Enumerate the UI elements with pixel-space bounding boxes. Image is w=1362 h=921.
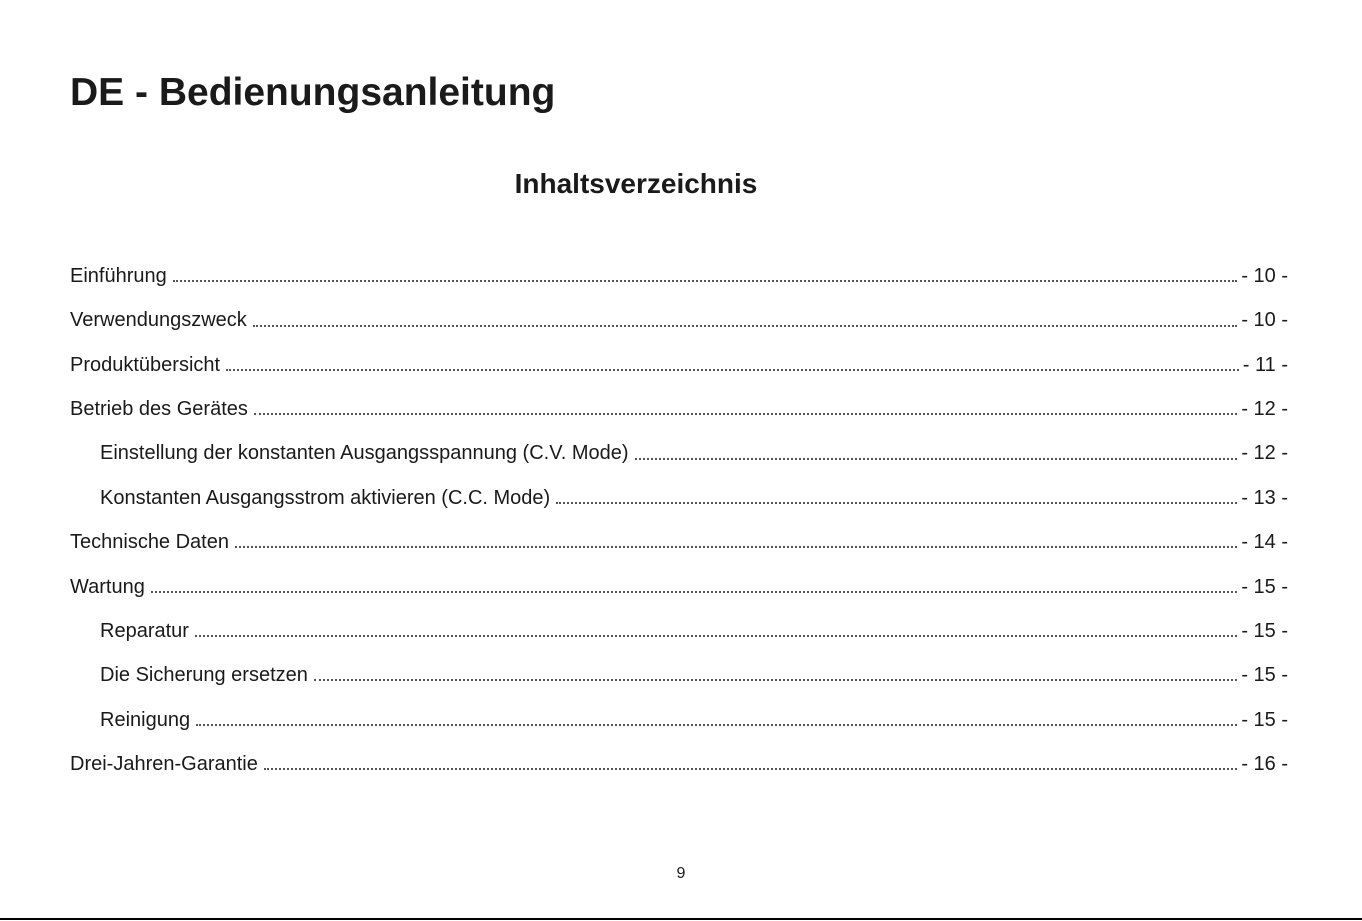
toc-entry-label: Konstanten Ausgangsstrom aktivieren (C.C. Mode) bbox=[100, 486, 551, 509]
toc-entry-verwendungszweck[interactable] bbox=[70, 298, 1288, 342]
dot-leader bbox=[195, 635, 1237, 637]
toc-entry-page: - 12 - bbox=[1241, 442, 1288, 465]
dot-leader bbox=[196, 724, 1237, 726]
toc-entry-page: - 10 - bbox=[1241, 309, 1288, 332]
toc-entry-page: - 15 - bbox=[1241, 575, 1288, 598]
toc-entry-garantie[interactable] bbox=[70, 742, 1288, 786]
toc-entry-label: Einstellung der konstanten Ausgangsspannung (C.V. Mode) bbox=[100, 442, 629, 465]
bottom-border bbox=[0, 918, 1362, 920]
toc-entry-produktuebersicht[interactable] bbox=[70, 343, 1288, 387]
toc-entry-betrieb[interactable] bbox=[70, 387, 1288, 431]
toc-entry-label: Wartung bbox=[70, 575, 145, 598]
toc-entry-sicherung[interactable] bbox=[70, 653, 1288, 697]
table-of-contents bbox=[70, 254, 1288, 786]
toc-entry-page: - 12 - bbox=[1241, 398, 1288, 421]
toc-entry-page: - 11 - bbox=[1242, 353, 1288, 376]
page-number: 9 bbox=[676, 865, 686, 882]
toc-entry-wartung[interactable] bbox=[70, 565, 1288, 609]
dot-leader bbox=[253, 325, 1238, 327]
toc-entry-page: - 14 - bbox=[1241, 531, 1288, 554]
dot-leader bbox=[635, 458, 1238, 460]
dot-leader bbox=[254, 413, 1237, 415]
toc-entry-reparatur[interactable] bbox=[70, 609, 1288, 653]
dot-leader bbox=[556, 502, 1237, 504]
dot-leader bbox=[264, 768, 1237, 770]
toc-heading: Inhaltsverzeichnis bbox=[514, 168, 758, 199]
toc-entry-cv-mode[interactable] bbox=[70, 431, 1288, 475]
toc-entry-label: Drei-Jahren-Garantie bbox=[70, 752, 258, 775]
toc-entry-label: Verwendungszweck bbox=[70, 309, 247, 332]
dot-leader bbox=[314, 679, 1237, 681]
toc-entry-page: - 15 - bbox=[1241, 664, 1288, 687]
toc-entry-reinigung[interactable] bbox=[70, 698, 1288, 742]
dot-leader bbox=[173, 280, 1238, 282]
toc-entry-label: Die Sicherung ersetzen bbox=[100, 664, 308, 687]
toc-entry-label: Technische Daten bbox=[70, 531, 229, 554]
dot-leader bbox=[235, 546, 1237, 548]
toc-entry-page: - 10 - bbox=[1241, 265, 1288, 287]
toc-entry-label: Betrieb des Gerätes bbox=[70, 398, 248, 421]
toc-entry-cc-mode[interactable] bbox=[70, 476, 1288, 520]
toc-entry-einfuehrung[interactable] bbox=[70, 254, 1288, 298]
toc-entry-page: - 13 - bbox=[1241, 486, 1288, 509]
dot-leader bbox=[151, 591, 1237, 593]
document-title: DE - Bedienungsanleitung bbox=[70, 71, 556, 114]
toc-entry-label: Einführung bbox=[70, 265, 167, 287]
toc-entry-label: Reparatur bbox=[100, 619, 189, 642]
toc-entry-page: - 15 - bbox=[1241, 619, 1288, 642]
toc-entry-label: Produktübersicht bbox=[70, 353, 221, 376]
toc-entry-technische-daten[interactable] bbox=[70, 520, 1288, 564]
dot-leader bbox=[226, 369, 1239, 371]
toc-entry-page: - 16 - bbox=[1241, 752, 1288, 775]
toc-entry-label: Reinigung bbox=[100, 708, 191, 731]
toc-entry-page: - 15 - bbox=[1241, 708, 1288, 731]
